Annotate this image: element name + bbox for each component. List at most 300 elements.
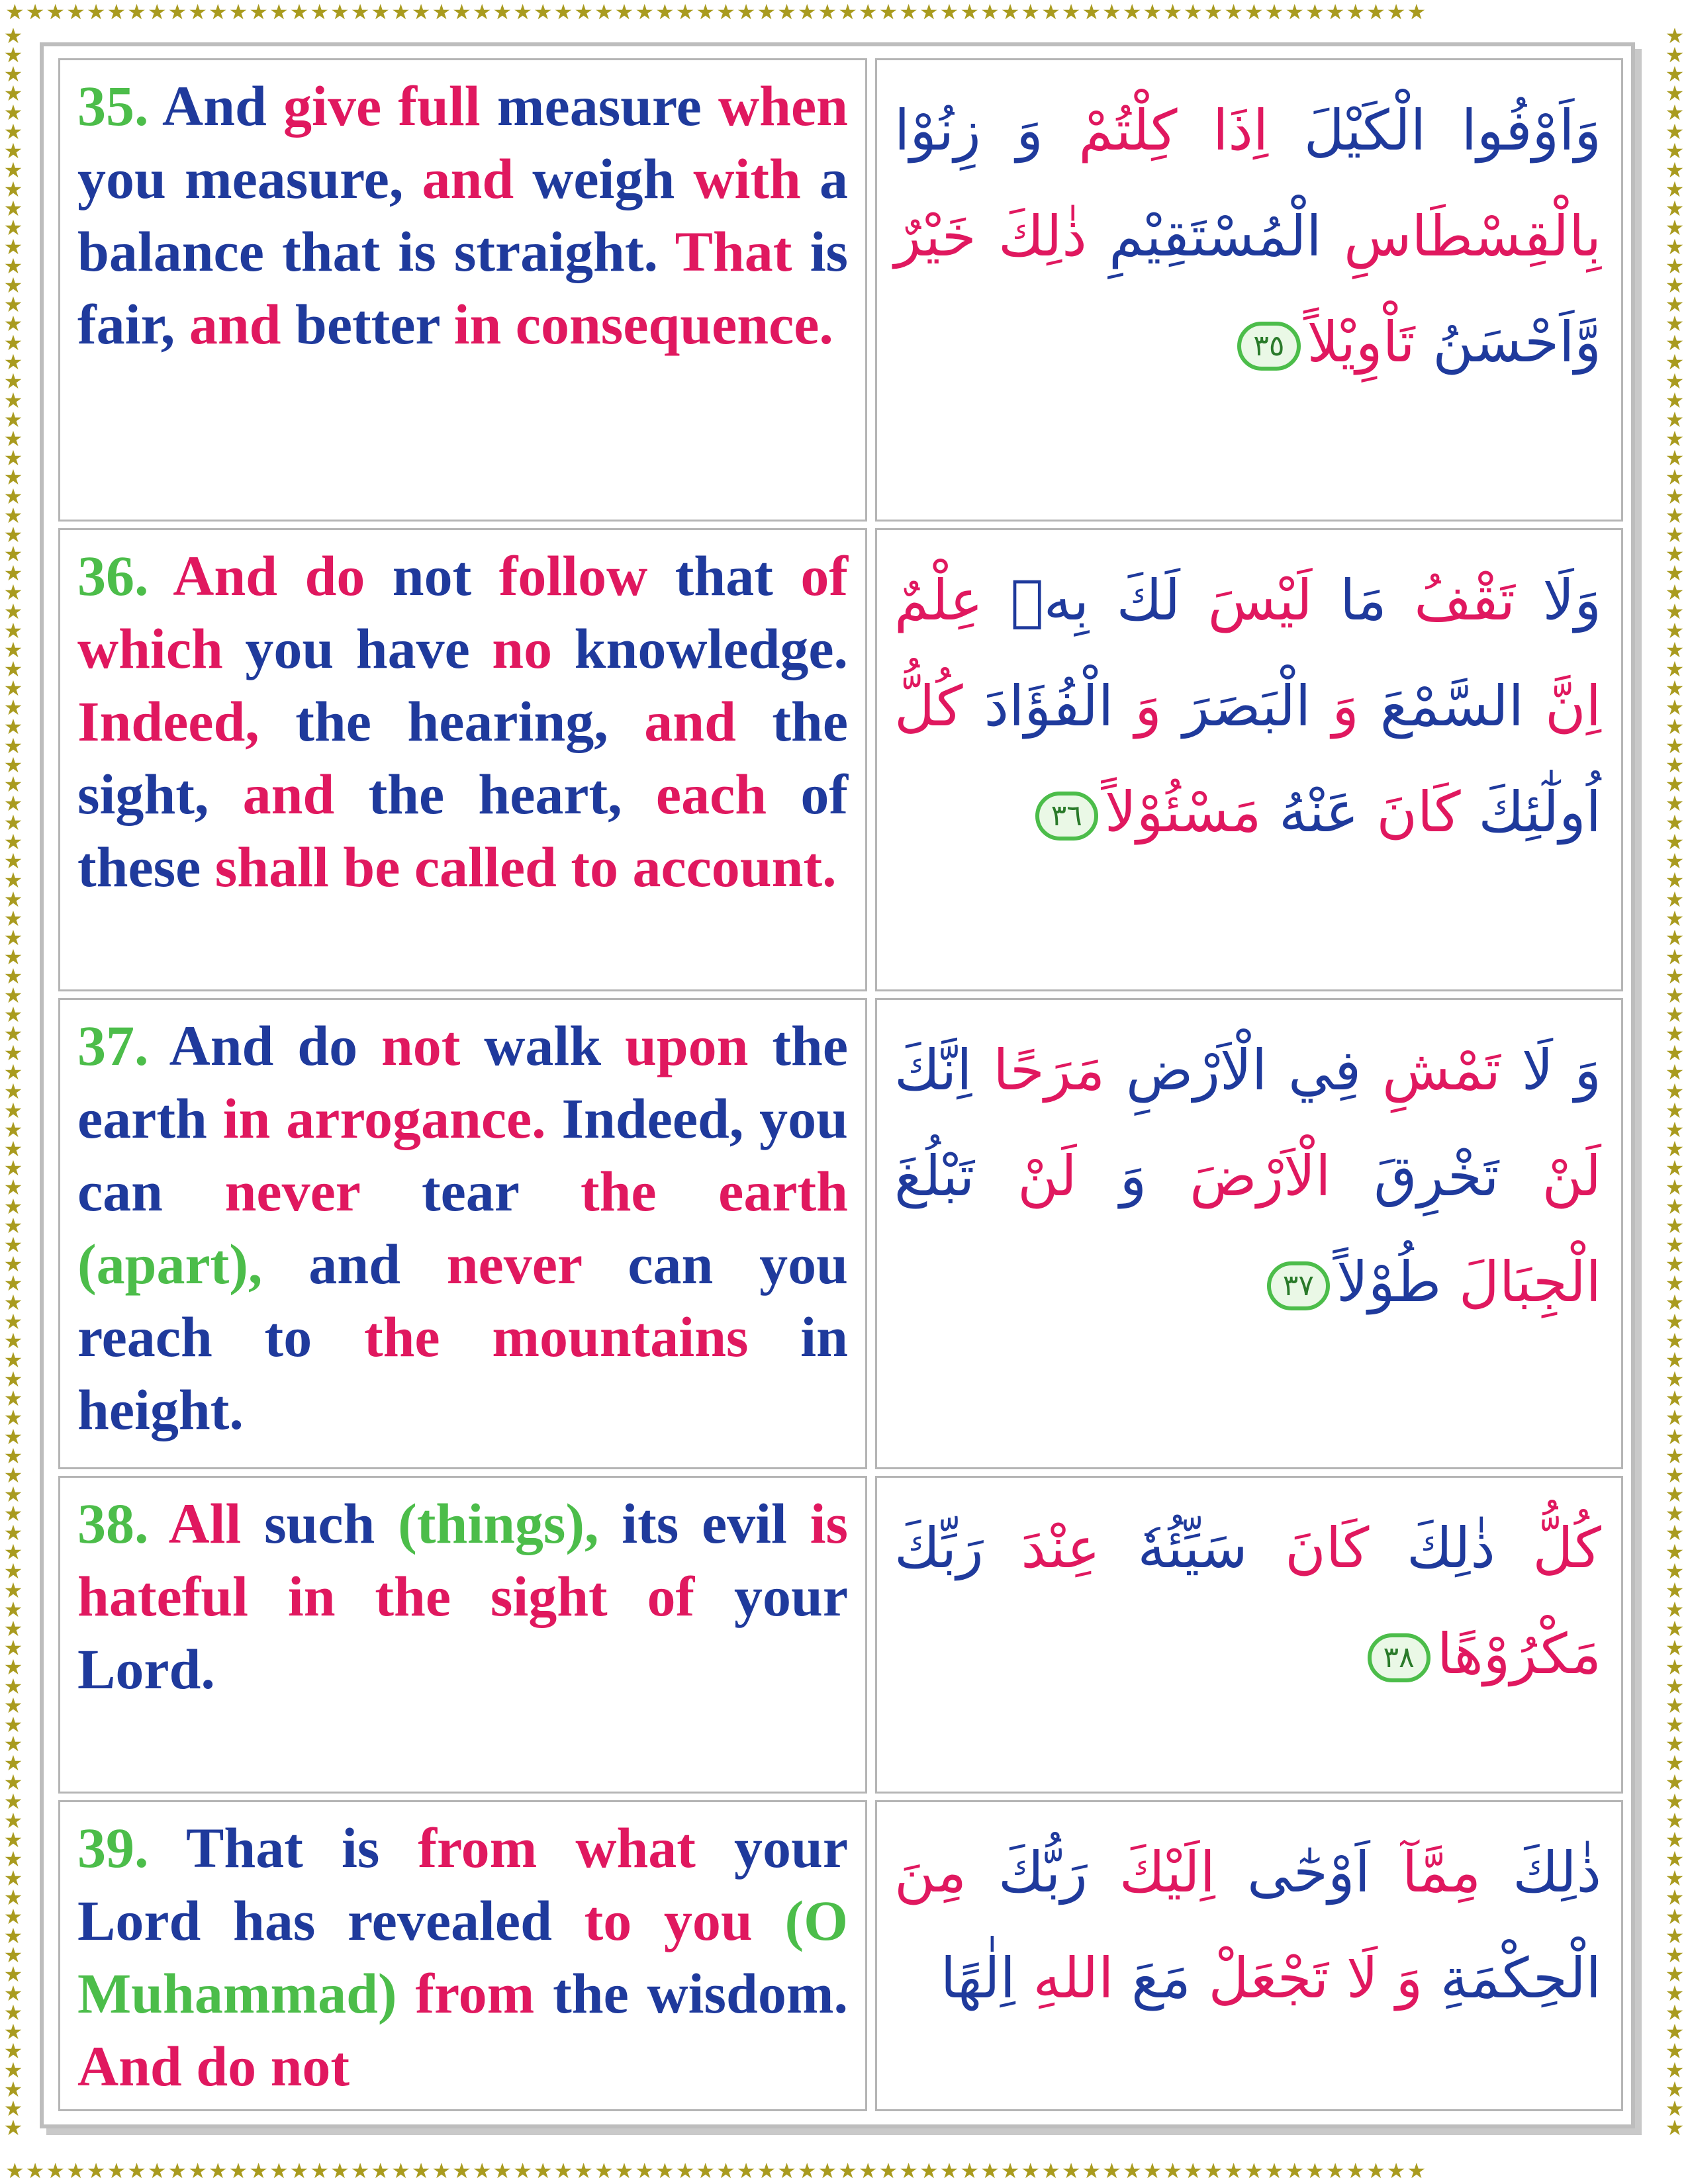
star-icon: ★ bbox=[1665, 62, 1685, 87]
english-segment: That bbox=[186, 1816, 342, 1880]
star-icon: ★ bbox=[3, 580, 23, 605]
star-icon: ★ bbox=[1224, 1, 1244, 24]
star-icon: ★ bbox=[188, 1, 209, 24]
star-icon: ★ bbox=[3, 1846, 23, 1872]
star-border-left bbox=[1, 26, 25, 2158]
arabic-segment: رَبُّكَ bbox=[966, 1840, 1088, 1905]
english-segment: Indeed, bbox=[77, 690, 296, 753]
star-icon: ★ bbox=[1665, 772, 1685, 797]
star-icon: ★ bbox=[289, 2160, 310, 2183]
verse-row bbox=[58, 1800, 1623, 2111]
star-icon: ★ bbox=[3, 484, 23, 509]
star-icon: ★ bbox=[1665, 2115, 1685, 2140]
star-icon: ★ bbox=[5, 2160, 26, 2183]
star-icon: ★ bbox=[1665, 1386, 1685, 1411]
star-icon: ★ bbox=[3, 253, 23, 279]
star-icon: ★ bbox=[1665, 1942, 1685, 1968]
star-icon: ★ bbox=[1665, 1194, 1685, 1219]
star-icon: ★ bbox=[3, 100, 23, 125]
star-icon: ★ bbox=[1665, 158, 1685, 183]
ayah-end-marker-icon: ٣٥ bbox=[1237, 322, 1300, 371]
star-icon: ★ bbox=[3, 733, 23, 758]
star-icon: ★ bbox=[1183, 1, 1204, 24]
star-icon: ★ bbox=[1665, 503, 1685, 528]
star-icon: ★ bbox=[858, 1, 879, 24]
star-icon: ★ bbox=[1061, 1, 1082, 24]
star-icon: ★ bbox=[3, 349, 23, 375]
english-segment: earth bbox=[77, 1087, 223, 1150]
star-icon: ★ bbox=[1665, 1060, 1685, 1085]
star-icon: ★ bbox=[3, 1271, 23, 1296]
star-icon: ★ bbox=[3, 292, 23, 317]
arabic-segment: لَنْ bbox=[974, 1144, 1077, 1208]
star-icon: ★ bbox=[1665, 1981, 1685, 2006]
star-icon: ★ bbox=[492, 2160, 514, 2183]
english-segment: never bbox=[446, 1232, 628, 1296]
star-icon: ★ bbox=[3, 1693, 23, 1718]
star-icon: ★ bbox=[167, 1, 189, 24]
star-icon: ★ bbox=[1122, 2160, 1143, 2183]
star-icon: ★ bbox=[1143, 1, 1164, 24]
star-icon: ★ bbox=[1665, 1962, 1685, 1987]
star-icon: ★ bbox=[716, 2160, 737, 2183]
english-segment: the bbox=[772, 1014, 848, 1077]
verse-number: 35. bbox=[77, 74, 149, 138]
star-icon: ★ bbox=[1665, 810, 1685, 835]
star-icon: ★ bbox=[107, 2160, 128, 2183]
star-icon: ★ bbox=[3, 503, 23, 528]
star-icon: ★ bbox=[716, 1, 737, 24]
english-segment: that bbox=[675, 544, 801, 608]
star-icon: ★ bbox=[553, 2160, 575, 2183]
star-icon: ★ bbox=[3, 215, 23, 240]
star-icon: ★ bbox=[777, 2160, 798, 2183]
star-icon: ★ bbox=[1305, 1, 1326, 24]
star-icon: ★ bbox=[3, 1770, 23, 1795]
english-segment: and bbox=[644, 690, 773, 753]
star-icon: ★ bbox=[655, 1, 676, 24]
english-translation bbox=[58, 1476, 867, 1794]
star-icon: ★ bbox=[3, 964, 23, 989]
star-icon: ★ bbox=[310, 2160, 330, 2183]
arabic-segment: فِي bbox=[1267, 1038, 1362, 1103]
arabic-segment: سَيِّئُهٗ bbox=[1100, 1516, 1248, 1580]
star-icon: ★ bbox=[574, 2160, 594, 2183]
star-icon: ★ bbox=[1665, 637, 1685, 662]
star-icon: ★ bbox=[3, 1866, 23, 1891]
arabic-verse bbox=[875, 1800, 1623, 2111]
verse-row bbox=[58, 1476, 1623, 1794]
star-icon: ★ bbox=[513, 2160, 534, 2183]
english-segment: such bbox=[264, 1492, 399, 1555]
star-icon: ★ bbox=[3, 1520, 23, 1545]
star-icon: ★ bbox=[3, 925, 23, 950]
star-icon: ★ bbox=[3, 1424, 23, 1449]
star-icon: ★ bbox=[3, 1962, 23, 1987]
star-icon: ★ bbox=[269, 2160, 290, 2183]
star-icon: ★ bbox=[858, 2160, 879, 2183]
english-segment: when bbox=[718, 74, 848, 138]
star-icon: ★ bbox=[66, 2160, 87, 2183]
arabic-segment: وَ لَا bbox=[1329, 1946, 1423, 2011]
english-segment: no bbox=[492, 617, 575, 680]
star-icon: ★ bbox=[1665, 426, 1685, 451]
star-icon: ★ bbox=[1665, 1789, 1685, 1814]
star-icon: ★ bbox=[838, 1, 859, 24]
star-icon: ★ bbox=[1665, 273, 1685, 298]
star-icon: ★ bbox=[3, 1885, 23, 1910]
verse-number: 36. bbox=[77, 544, 149, 608]
star-icon: ★ bbox=[1665, 1751, 1685, 1776]
star-icon: ★ bbox=[188, 2160, 209, 2183]
english-segment: and bbox=[242, 762, 369, 826]
arabic-segment: كَانَ bbox=[1247, 1516, 1370, 1580]
star-icon: ★ bbox=[1665, 1328, 1685, 1353]
star-icon: ★ bbox=[3, 26, 23, 48]
star-icon: ★ bbox=[66, 1, 87, 24]
arabic-segment: ذٰلِكَ bbox=[1481, 1840, 1602, 1905]
ayah-end-marker-icon: ٣٦ bbox=[1035, 792, 1098, 841]
star-icon: ★ bbox=[1000, 2160, 1021, 2183]
arabic-segment: لَيْسَ bbox=[1180, 568, 1313, 633]
ayah-end-marker-icon: ٣٧ bbox=[1267, 1261, 1330, 1310]
star-icon: ★ bbox=[3, 2038, 23, 2064]
star-icon: ★ bbox=[3, 1616, 23, 1641]
english-segment: a balance that is straight. bbox=[77, 147, 848, 283]
star-icon: ★ bbox=[228, 1, 250, 24]
star-icon: ★ bbox=[1665, 1520, 1685, 1545]
verse-number: 38. bbox=[77, 1492, 149, 1555]
star-icon: ★ bbox=[1665, 657, 1685, 682]
star-icon: ★ bbox=[1665, 445, 1685, 471]
star-icon: ★ bbox=[1665, 1770, 1685, 1795]
star-icon: ★ bbox=[371, 2160, 392, 2183]
star-icon: ★ bbox=[1102, 1, 1123, 24]
star-icon: ★ bbox=[3, 1251, 23, 1277]
arabic-segment: تَجْعَلْ bbox=[1190, 1946, 1329, 2011]
star-icon: ★ bbox=[818, 2160, 839, 2183]
star-icon: ★ bbox=[1665, 1693, 1685, 1718]
star-icon: ★ bbox=[1285, 2160, 1305, 2183]
star-icon: ★ bbox=[472, 2160, 493, 2183]
verse-number: 37. bbox=[77, 1014, 149, 1077]
star-icon: ★ bbox=[1665, 1885, 1685, 1910]
english-segment: knowledge. bbox=[574, 617, 848, 680]
star-icon: ★ bbox=[269, 1, 290, 24]
arabic-segment: الْبَصَرَ bbox=[1161, 674, 1311, 739]
star-icon: ★ bbox=[1665, 1347, 1685, 1373]
star-icon: ★ bbox=[533, 2160, 554, 2183]
star-icon: ★ bbox=[1665, 1655, 1685, 1680]
star-icon: ★ bbox=[1665, 906, 1685, 931]
star-icon: ★ bbox=[3, 944, 23, 970]
english-segment: is fair, bbox=[77, 220, 848, 356]
english-segment: not bbox=[381, 1014, 485, 1077]
star-icon: ★ bbox=[3, 1175, 23, 1200]
star-icon: ★ bbox=[1665, 407, 1685, 432]
english-segment: the mountains bbox=[363, 1305, 801, 1369]
star-icon: ★ bbox=[594, 2160, 615, 2183]
star-icon: ★ bbox=[3, 196, 23, 221]
star-icon: ★ bbox=[1665, 215, 1685, 240]
english-segment: weigh bbox=[532, 147, 694, 210]
star-icon: ★ bbox=[3, 983, 23, 1008]
star-icon: ★ bbox=[1665, 292, 1685, 317]
star-icon: ★ bbox=[960, 2160, 980, 2183]
star-icon: ★ bbox=[3, 676, 23, 701]
star-icon: ★ bbox=[1244, 1, 1265, 24]
star-icon: ★ bbox=[960, 1, 980, 24]
star-icon: ★ bbox=[472, 1, 493, 24]
star-icon: ★ bbox=[452, 1, 473, 24]
star-icon: ★ bbox=[1665, 1213, 1685, 1238]
star-icon: ★ bbox=[371, 1, 392, 24]
star-icon: ★ bbox=[3, 1405, 23, 1430]
star-icon: ★ bbox=[3, 1463, 23, 1488]
arabic-segment: الْحِكْمَةِ bbox=[1423, 1946, 1601, 2011]
star-icon: ★ bbox=[3, 1655, 23, 1680]
star-icon: ★ bbox=[777, 1, 798, 24]
star-icon: ★ bbox=[46, 2160, 67, 2183]
star-icon: ★ bbox=[249, 1, 269, 24]
star-icon: ★ bbox=[3, 637, 23, 662]
star-icon: ★ bbox=[492, 1, 514, 24]
star-icon: ★ bbox=[1665, 311, 1685, 336]
star-icon: ★ bbox=[1082, 2160, 1103, 2183]
english-segment: the earth bbox=[580, 1160, 848, 1223]
verse-table bbox=[50, 52, 1631, 2118]
verse-row bbox=[58, 58, 1623, 522]
star-icon: ★ bbox=[3, 330, 23, 355]
arabic-segment: مَسْئُوْلاً bbox=[1104, 780, 1262, 844]
star-icon: ★ bbox=[1665, 1232, 1685, 1257]
star-icon: ★ bbox=[3, 2077, 23, 2102]
star-icon: ★ bbox=[411, 1, 432, 24]
star-icon: ★ bbox=[1665, 983, 1685, 1008]
star-icon: ★ bbox=[3, 1578, 23, 1603]
star-icon: ★ bbox=[350, 2160, 371, 2183]
star-icon: ★ bbox=[310, 1, 330, 24]
star-icon: ★ bbox=[1665, 1539, 1685, 1565]
arabic-segment: لَنْ bbox=[1499, 1144, 1601, 1208]
star-icon: ★ bbox=[1665, 465, 1685, 490]
star-icon: ★ bbox=[1346, 1, 1367, 24]
star-icon: ★ bbox=[3, 42, 23, 68]
star-icon: ★ bbox=[3, 1117, 23, 1142]
arabic-verse bbox=[875, 58, 1623, 522]
star-icon: ★ bbox=[3, 1386, 23, 1411]
star-icon: ★ bbox=[3, 906, 23, 931]
star-icon: ★ bbox=[1665, 1117, 1685, 1142]
arabic-segment: رَبِّكَ bbox=[894, 1516, 984, 1580]
star-icon: ★ bbox=[3, 1347, 23, 1373]
star-icon: ★ bbox=[167, 2160, 189, 2183]
star-icon: ★ bbox=[1665, 1923, 1685, 1948]
star-icon: ★ bbox=[3, 1539, 23, 1565]
arabic-segment: وَاَوْفُوا bbox=[1426, 98, 1601, 163]
star-icon: ★ bbox=[46, 1, 67, 24]
star-icon: ★ bbox=[1665, 369, 1685, 394]
star-icon: ★ bbox=[696, 1, 717, 24]
star-icon: ★ bbox=[1665, 2096, 1685, 2121]
star-icon: ★ bbox=[391, 2160, 412, 2183]
verse-row bbox=[58, 998, 1623, 1469]
arabic-segment: بِالْقِسْطَاسِ bbox=[1321, 204, 1601, 269]
arabic-segment: وَ bbox=[1311, 674, 1359, 739]
star-icon: ★ bbox=[3, 1942, 23, 1968]
arabic-segment: اِنَّ bbox=[1523, 674, 1602, 739]
english-segment: tear bbox=[421, 1160, 581, 1223]
star-icon: ★ bbox=[1665, 1866, 1685, 1891]
arabic-segment: مِنَ bbox=[894, 1840, 966, 1905]
star-icon: ★ bbox=[3, 522, 23, 547]
arabic-segment: كِلْتُمْ bbox=[1043, 98, 1178, 163]
star-icon: ★ bbox=[878, 1, 900, 24]
english-segment: evil bbox=[701, 1492, 810, 1555]
star-icon: ★ bbox=[939, 1, 961, 24]
english-segment: in bbox=[222, 1087, 287, 1150]
english-segment: And do bbox=[169, 1014, 381, 1077]
arabic-segment: بِهٖ bbox=[982, 568, 1090, 633]
star-icon: ★ bbox=[3, 695, 23, 720]
star-icon: ★ bbox=[3, 1789, 23, 1814]
star-icon: ★ bbox=[1665, 1251, 1685, 1277]
star-icon: ★ bbox=[3, 541, 23, 567]
english-segment: All bbox=[168, 1492, 265, 1555]
star-icon: ★ bbox=[1264, 2160, 1286, 2183]
english-segment: with bbox=[693, 147, 820, 210]
star-icon: ★ bbox=[635, 2160, 655, 2183]
star-icon: ★ bbox=[1665, 1098, 1685, 1123]
star-icon: ★ bbox=[1665, 177, 1685, 202]
star-icon: ★ bbox=[878, 2160, 900, 2183]
star-icon: ★ bbox=[1665, 887, 1685, 912]
english-segment: Indeed, you can bbox=[77, 1087, 848, 1223]
star-icon: ★ bbox=[391, 1, 412, 24]
english-segment: do bbox=[305, 544, 393, 608]
star-icon: ★ bbox=[1665, 599, 1685, 624]
star-icon: ★ bbox=[1386, 1, 1407, 24]
star-icon: ★ bbox=[3, 2058, 23, 2083]
star-icon: ★ bbox=[3, 426, 23, 451]
star-icon: ★ bbox=[1665, 791, 1685, 816]
arabic-segment: وَ زِنُوْا bbox=[894, 98, 1043, 163]
english-segment: and bbox=[308, 1232, 447, 1296]
arabic-segment: اِلٰهًا bbox=[940, 1946, 1015, 2011]
arabic-segment: وَ bbox=[1076, 1144, 1147, 1208]
star-icon: ★ bbox=[1122, 1, 1143, 24]
star-icon: ★ bbox=[1665, 1501, 1685, 1526]
star-icon: ★ bbox=[1061, 2160, 1082, 2183]
star-icon: ★ bbox=[614, 2160, 635, 2183]
star-icon: ★ bbox=[675, 2160, 696, 2183]
star-icon: ★ bbox=[1665, 1635, 1685, 1661]
arabic-segment: ذٰلِكَ bbox=[976, 204, 1087, 269]
english-segment: not bbox=[392, 544, 499, 608]
star-icon: ★ bbox=[1102, 2160, 1123, 2183]
star-icon: ★ bbox=[1665, 1712, 1685, 1737]
star-icon: ★ bbox=[1665, 253, 1685, 279]
arabic-segment: مَكْرُوْهًا bbox=[1436, 1621, 1601, 1686]
english-segment: of these bbox=[77, 762, 848, 899]
star-icon: ★ bbox=[228, 2160, 250, 2183]
star-icon: ★ bbox=[3, 138, 23, 163]
arabic-segment: خَيْرٌ bbox=[894, 204, 976, 269]
english-segment: of bbox=[647, 1565, 734, 1628]
star-icon: ★ bbox=[1665, 848, 1685, 874]
star-icon: ★ bbox=[5, 1, 26, 24]
star-icon: ★ bbox=[208, 2160, 229, 2183]
star-icon: ★ bbox=[1665, 1405, 1685, 1430]
star-icon: ★ bbox=[1244, 2160, 1265, 2183]
star-icon: ★ bbox=[3, 1904, 23, 1929]
star-icon: ★ bbox=[1665, 1079, 1685, 1104]
star-icon: ★ bbox=[1665, 1002, 1685, 1027]
star-icon: ★ bbox=[1665, 1731, 1685, 1756]
star-icon: ★ bbox=[3, 1482, 23, 1507]
star-icon: ★ bbox=[3, 772, 23, 797]
star-icon: ★ bbox=[1665, 944, 1685, 970]
english-segment: And bbox=[162, 74, 284, 138]
star-icon: ★ bbox=[3, 1808, 23, 1833]
star-icon: ★ bbox=[3, 1827, 23, 1852]
star-icon: ★ bbox=[1665, 484, 1685, 509]
arabic-segment: طُوْلاً bbox=[1336, 1250, 1442, 1314]
english-segment: from what bbox=[418, 1816, 734, 1880]
star-icon: ★ bbox=[249, 2160, 269, 2183]
english-segment: the hearing, bbox=[295, 690, 645, 753]
star-icon: ★ bbox=[3, 1079, 23, 1104]
star-icon: ★ bbox=[3, 1213, 23, 1238]
arabic-segment: مَا bbox=[1312, 568, 1387, 633]
star-icon: ★ bbox=[1366, 1, 1387, 24]
star-icon: ★ bbox=[1143, 2160, 1164, 2183]
star-icon: ★ bbox=[818, 1, 839, 24]
star-icon: ★ bbox=[1665, 42, 1685, 68]
star-icon: ★ bbox=[757, 2160, 778, 2183]
star-icon: ★ bbox=[675, 1, 696, 24]
arabic-segment: عِلْمٌ bbox=[894, 568, 983, 633]
star-icon: ★ bbox=[1665, 349, 1685, 375]
star-icon: ★ bbox=[289, 1, 310, 24]
star-icon: ★ bbox=[1665, 541, 1685, 567]
star-icon: ★ bbox=[330, 2160, 351, 2183]
star-icon: ★ bbox=[3, 2115, 23, 2140]
arabic-segment: الْجِبَالَ bbox=[1441, 1250, 1601, 1314]
arabic-segment: وَ لَا bbox=[1501, 1038, 1601, 1103]
star-icon: ★ bbox=[574, 1, 594, 24]
star-icon: ★ bbox=[736, 1, 757, 24]
arabic-segment: السَّمْعَ bbox=[1358, 674, 1524, 739]
star-icon: ★ bbox=[3, 1635, 23, 1661]
star-icon: ★ bbox=[1665, 388, 1685, 413]
star-icon: ★ bbox=[3, 1328, 23, 1353]
star-icon: ★ bbox=[147, 2160, 168, 2183]
star-icon: ★ bbox=[1325, 2160, 1346, 2183]
star-icon: ★ bbox=[1665, 2058, 1685, 2083]
star-icon: ★ bbox=[3, 848, 23, 874]
star-icon: ★ bbox=[3, 1136, 23, 1161]
english-segment: shall be called to account. bbox=[214, 835, 837, 899]
star-icon: ★ bbox=[3, 1290, 23, 1315]
arabic-segment: مَرَحًا bbox=[972, 1038, 1105, 1103]
arabic-segment: ذٰلِكَ bbox=[1369, 1516, 1495, 1580]
star-icon: ★ bbox=[3, 1309, 23, 1334]
star-icon: ★ bbox=[3, 311, 23, 336]
star-icon: ★ bbox=[3, 810, 23, 835]
star-icon: ★ bbox=[1325, 1, 1346, 24]
star-icon: ★ bbox=[147, 1, 168, 24]
